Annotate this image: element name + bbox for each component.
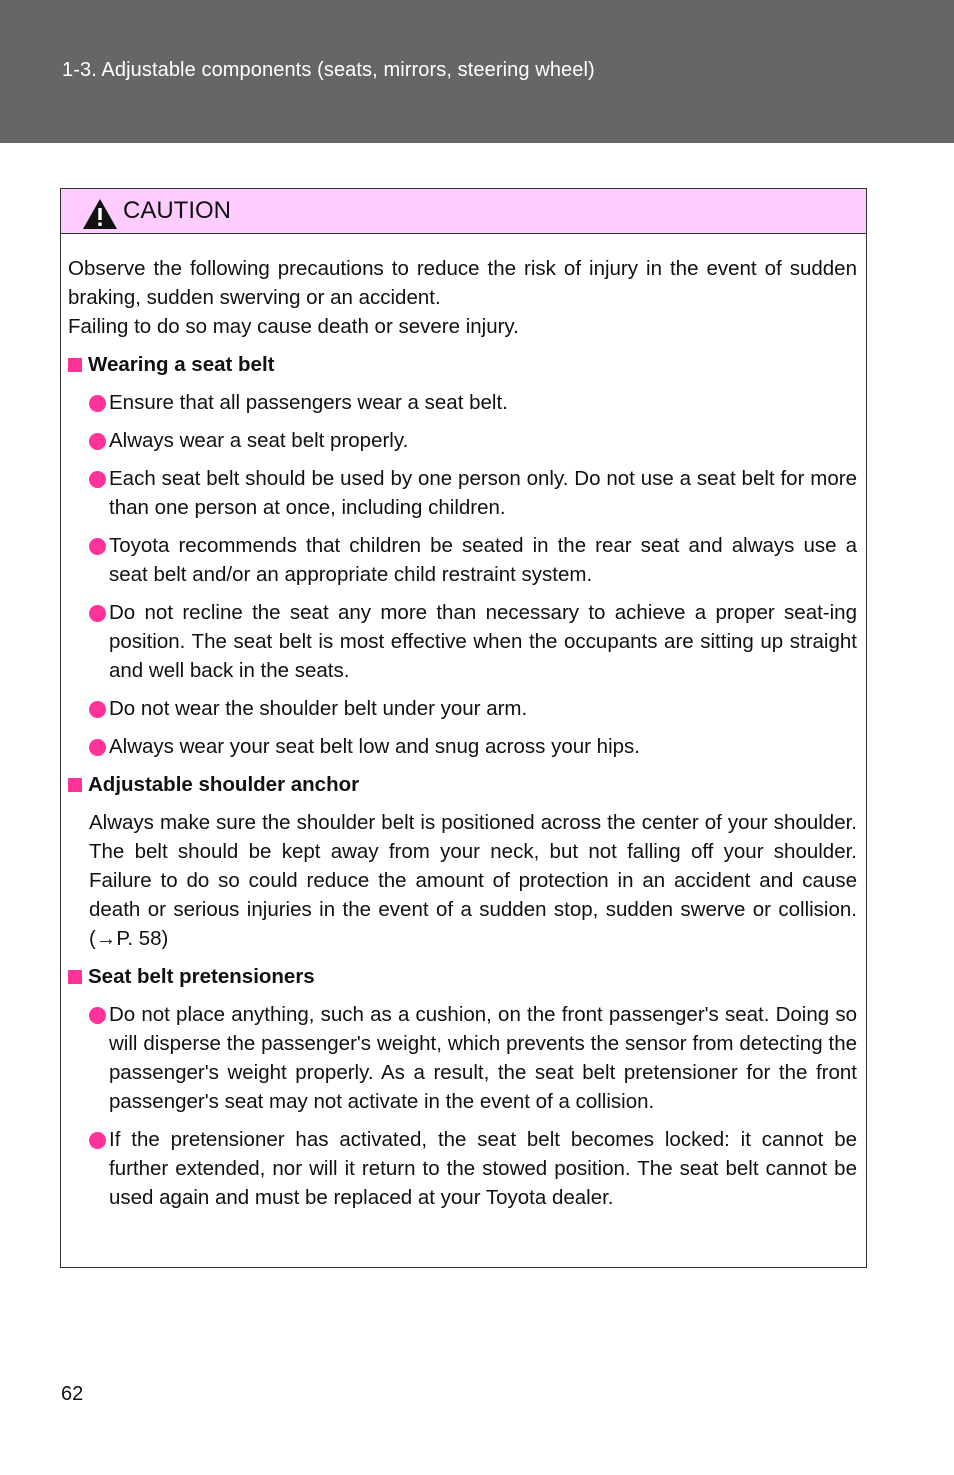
shoulder-anchor-text: Always make sure the shoulder belt is positioned across the center of your shoulder. The belt should be kept away from your neck, but not falling off your shoulder. Failure to do so could reduce the amount of protection in an accident and cause death or serious injuries in the event of a sudden stop, sudden swerve or collision. (→P. 58) <box>89 811 857 950</box>
page-number: 62 <box>61 1383 84 1405</box>
circle-bullet-icon <box>89 395 106 412</box>
section-heading-pretensioners: Seat belt pretensioners <box>68 962 857 991</box>
caution-content <box>61 234 866 1212</box>
section-heading-shoulder-anchor: Adjustable shoulder anchor <box>68 770 857 799</box>
intro-text: Observe the following precautions to reduce the risk of injury in the event of sudden braking, sudden swerving or an accident. <box>68 257 857 309</box>
list-item: Each seat belt should be used by one person only. Do not use a seat belt for more than one person at once, including children. <box>68 464 857 522</box>
intro-warning: Failing to do so may cause death or severe injury. <box>68 315 519 338</box>
page-header <box>0 0 954 143</box>
circle-bullet-icon <box>89 739 106 756</box>
intro <box>68 254 857 341</box>
list-item: Toyota recommends that children be seated in the rear seat and always use a seat belt and/or an appropriate child restraint system. <box>68 531 857 589</box>
circle-bullet-icon <box>89 1132 106 1149</box>
square-icon <box>68 970 82 984</box>
list-item: If the pretensioner has activated, the seat belt becomes locked: it cannot be further extended, nor will it return to the stowed position. The seat belt cannot be used again and must be replaced at your Toyota dealer. <box>68 1125 857 1212</box>
circle-bullet-icon <box>89 433 106 450</box>
caution-box <box>60 188 867 1268</box>
circle-bullet-icon <box>89 605 106 622</box>
square-icon <box>68 778 82 792</box>
section-heading-seat-belt: Wearing a seat belt <box>68 350 857 379</box>
caution-header <box>61 189 866 234</box>
list-item: Always wear a seat belt properly. <box>68 426 857 455</box>
circle-bullet-icon <box>89 538 106 555</box>
list-item: Do not wear the shoulder belt under your arm. <box>68 694 857 723</box>
list-item: Ensure that all passengers wear a seat belt. <box>68 388 857 417</box>
warning-triangle-icon <box>82 198 118 230</box>
list-item: Do not place anything, such as a cushion, on the front passenger's seat. Doing so will disperse the passenger's weight, which prevents the sensor from detecting the passenger's weight properly. As a result, the seat belt pretensioner for the front passenger's seat may not activate in the event of a collision. <box>68 1000 857 1116</box>
chapter-title: 1-3. Adjustable components (seats, mirrors, steering wheel) <box>62 59 595 81</box>
circle-bullet-icon <box>89 1007 106 1024</box>
circle-bullet-icon <box>89 701 106 718</box>
caution-title: CAUTION <box>123 197 231 224</box>
list-item: Do not recline the seat any more than necessary to achieve a proper seat-ing position. The seat belt is most effective when the occupants are sitting up straight and well back in the seats. <box>68 598 857 685</box>
circle-bullet-icon <box>89 471 106 488</box>
square-icon <box>68 358 82 372</box>
list-item: Always wear your seat belt low and snug across your hips. <box>68 732 857 761</box>
